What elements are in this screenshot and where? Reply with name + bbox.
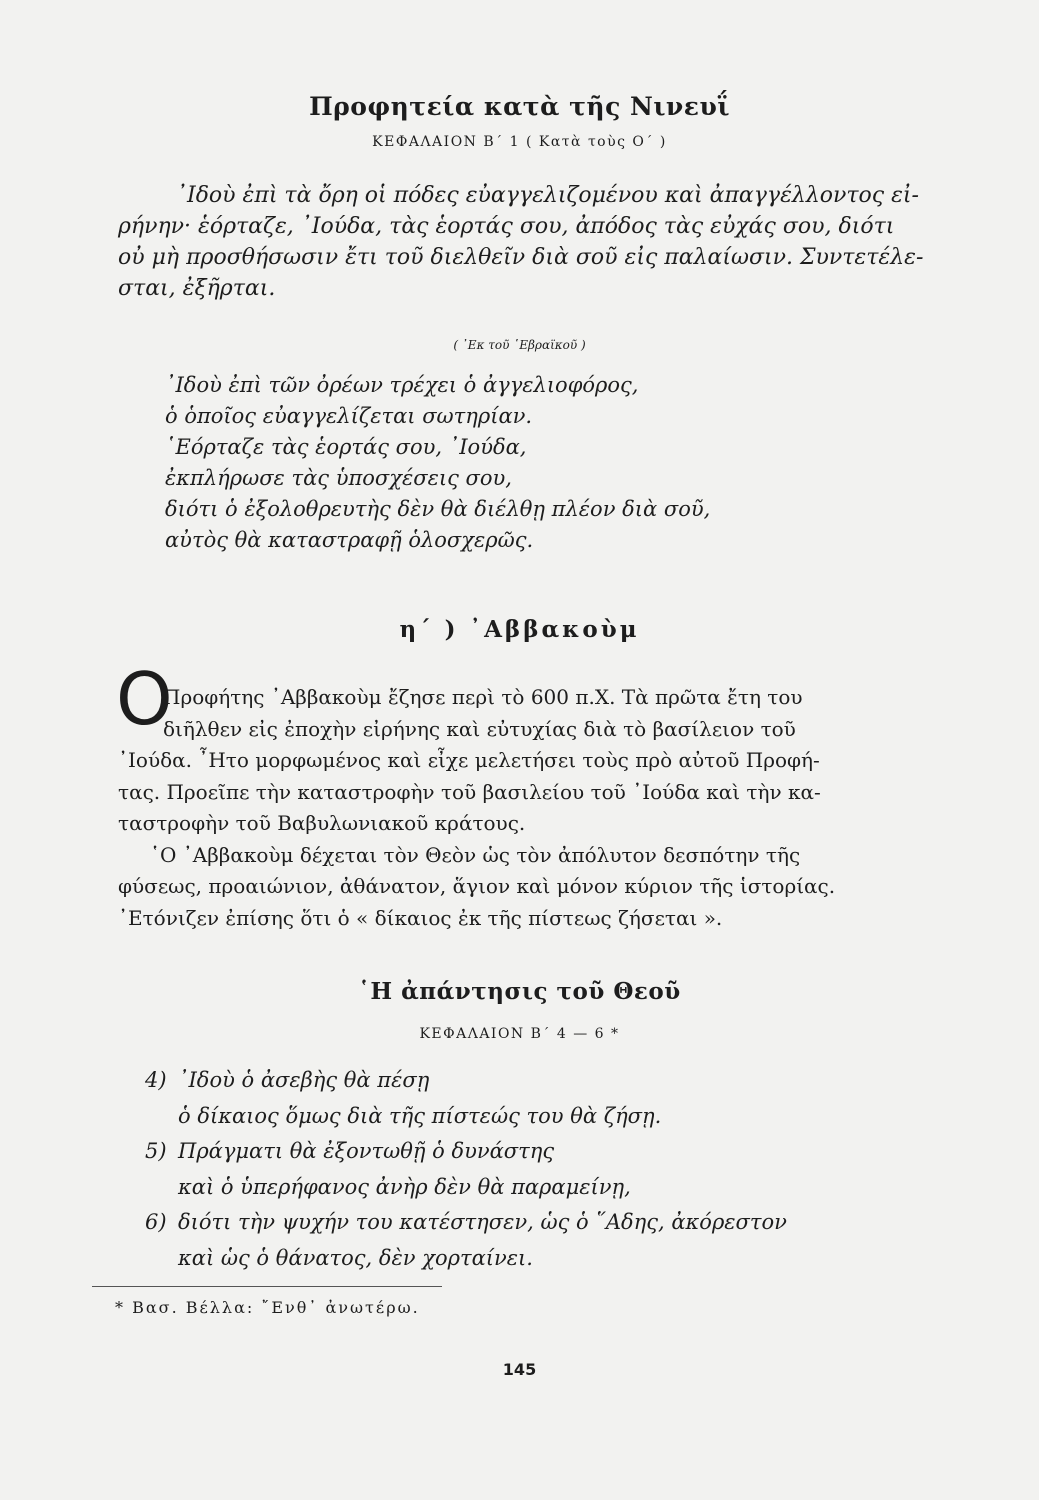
chapter-reference-2: ΚΕΦΑΛΑΙΟΝ Β΄ 4 — 6 *: [419, 1026, 620, 1042]
drop-cap: Ο: [116, 657, 173, 741]
heading-gods-answer: ῾Η ἀπάντησις τοῦ Θεοῦ: [358, 978, 681, 1005]
verse-text: ὁ δίκαιος ὅμως διὰ τῆς πίστεώς του θὰ ζήσῃ.: [178, 1103, 662, 1128]
body-line: ῾Ο ᾽Αββακοὺμ δέχεται τὸν Θεὸν ὡς τὸν ἀπόλυτον δεσπότην τῆς: [150, 842, 801, 867]
section-title-habakkuk: η΄ ) ᾽Αββακοὺμ: [399, 616, 640, 643]
page-number: 145: [502, 1360, 537, 1379]
verse-text: καὶ ὁ ὑπερήφανος ἀνὴρ δὲν θὰ παραμείνῃ,: [178, 1174, 631, 1199]
septuagint-passage: [118, 180, 938, 304]
verse-text: καὶ ὡς ὁ θάνατος, δὲν χορταίνει.: [178, 1245, 533, 1270]
poem-line: ὁ ὁποῖος εὐαγγελίζεται σωτηρίαν.: [165, 404, 533, 428]
verse-text: διότι τὴν ψυχήν του κατέστησεν, ὡς ὁ ῞Αδης, ἀκόρεστον: [178, 1210, 787, 1234]
hebrew-translation-poem: [165, 370, 710, 556]
verses-block: [145, 1063, 787, 1276]
prose-line: ᾽Ιδοὺ ἐπὶ τὰ ὄρη οἱ πόδες εὐαγγελιζομένου καὶ ἀπαγγέλλοντος εἰ-: [176, 183, 919, 208]
verse-line: [145, 1170, 787, 1206]
poem-line: ᾽Ιδοὺ ἐπὶ τῶν ὀρέων τρέχει ὁ ἀγγελιοφόρος,: [165, 373, 639, 397]
verse-line: [145, 1099, 787, 1135]
prose-line: οὐ μὴ προσθήσωσιν ἔτι τοῦ διελθεῖν διὰ σοῦ εἰς παλαίωσιν. Συντετέλε-: [118, 245, 924, 270]
footnote: * Βασ. Βέλλα: ῎Ενθ᾽ ἀνωτέρω.: [115, 1298, 420, 1317]
body-line: φύσεως, προαιώνιον, ἀθάνατον, ἅγιον καὶ μόνον κύριον τῆς ἱστορίας.: [118, 874, 836, 898]
body-line: ᾽Ιούδα. ῏Ητο μορφωμένος καὶ εἶχε μελετήσει τοὺς πρὸ αὐτοῦ Προφή-: [118, 748, 820, 772]
poem-line: ῾Εόρταζε τὰς ἑορτάς σου, ᾽Ιούδα,: [165, 435, 527, 459]
verse-text: ᾽Ιδοὺ ὁ ἀσεβὴς θὰ πέσῃ: [178, 1068, 430, 1092]
verse-line: [145, 1063, 787, 1099]
body-line: ᾽Ετόνιζεν ἐπίσης ὅτι ὁ « δίκαιος ἐκ τῆς πίστεως ζήσεται ».: [118, 905, 723, 930]
chapter-reference-1: ΚΕΦΑΛΑΙΟΝ Β΄ 1 ( Κατὰ τοὺς Ο΄ ): [372, 134, 667, 150]
verse-line: [145, 1241, 787, 1277]
verse-number: 6): [145, 1210, 167, 1234]
poem-line: ἐκπλήρωσε τὰς ὑποσχέσεις σου,: [165, 466, 512, 490]
body-line: ταστροφὴν τοῦ Βαβυλωνιακοῦ κράτους.: [118, 811, 526, 835]
heading-prophecy-nineveh: Προφητεία κατὰ τῆς Νινευΐ: [309, 92, 730, 121]
body-line: διῆλθεν εἰς ἐποχὴν εἰρήνης καὶ εὐτυχίας διὰ τὸ βασίλειον τοῦ: [163, 716, 796, 741]
verse-text: Πράγματι θὰ ἐξοντωθῇ ὁ δυνάστης: [178, 1139, 555, 1163]
verse-line: [145, 1205, 787, 1241]
prose-line: σται, ἐξῆρται.: [118, 276, 276, 301]
footnote-divider: [92, 1286, 442, 1287]
poem-line: αὐτὸς θὰ καταστραφῇ ὁλοσχερῶς.: [165, 528, 534, 552]
verse-line: [145, 1134, 787, 1170]
body-line: τας. Προεῖπε τὴν καταστροφὴν τοῦ βασιλείου τοῦ ᾽Ιούδα καὶ τὴν κα-: [118, 779, 821, 804]
prose-line: ρήνην· ἑόρταζε, ᾽Ιούδα, τὰς ἑορτάς σου, ἀπόδος τὰς εὐχάς σου, διότι: [118, 214, 895, 239]
body-line: Προφήτης ᾽Αββακοὺμ ἔζησε περὶ τὸ 600 π.Χ. Τὰ πρῶτα ἔτη του: [163, 685, 803, 709]
verse-number: 5): [145, 1139, 167, 1163]
verse-number: 4): [145, 1068, 167, 1092]
poem-line: διότι ὁ ἐξολοθρευτὴς δὲν θὰ διέλθῃ πλέον διὰ σοῦ,: [165, 497, 711, 521]
biography-paragraph: [118, 682, 938, 934]
source-note: ( ᾽Εκ τοῦ ῾Εβραϊκοῦ ): [453, 338, 586, 352]
